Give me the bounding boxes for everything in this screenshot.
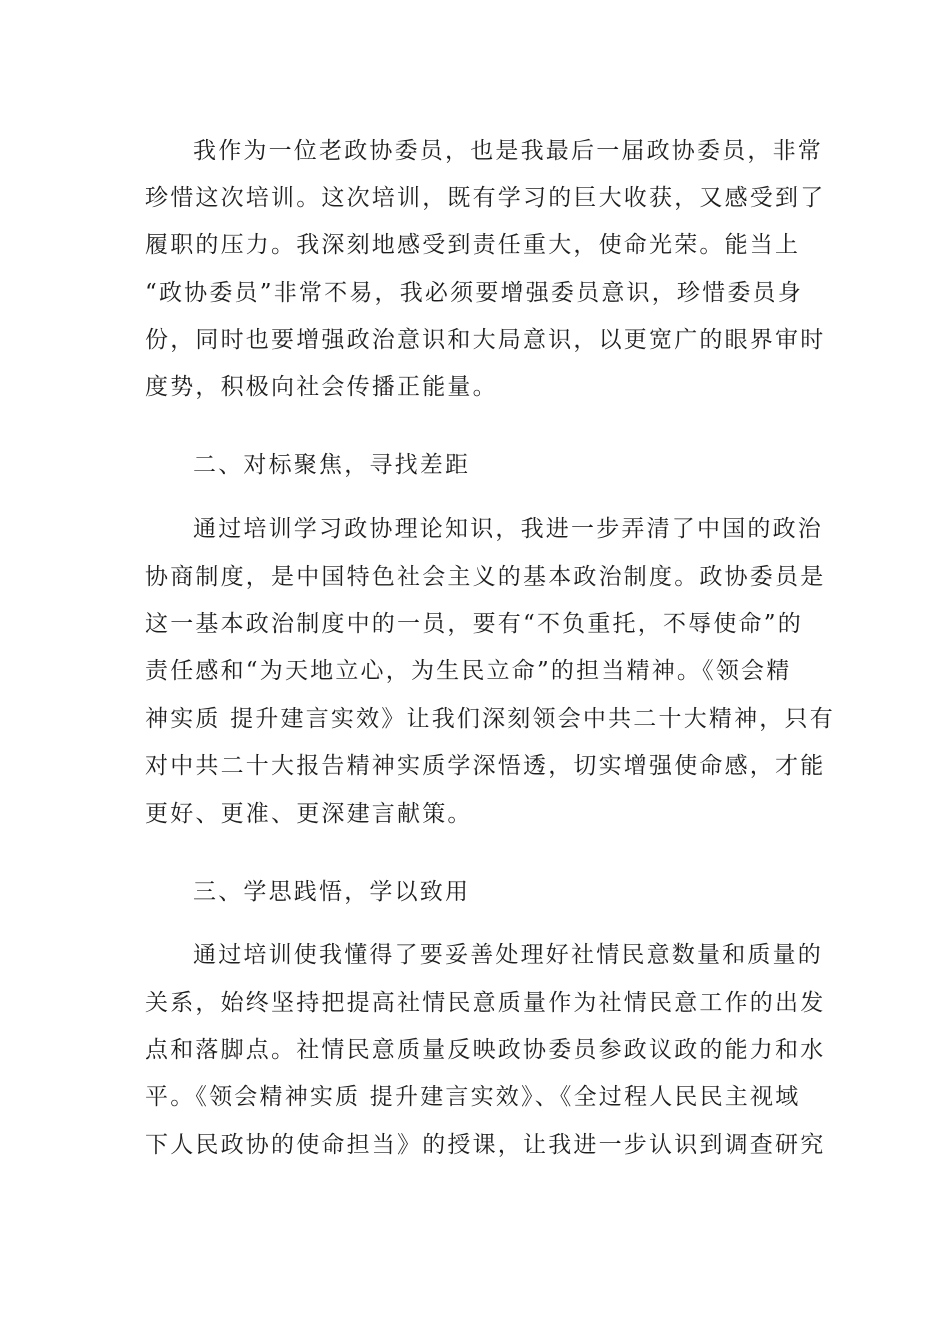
text-line: 通过培训使我懂得了要妥善处理好社情民意数量和质量的: [193, 942, 823, 968]
text-line: 点和落脚点。社情民意质量反映政协委员参政议政的能力和水: [145, 1037, 826, 1063]
text-line: 关系，始终坚持把提高社情民意质量作为社情民意工作的出发: [145, 990, 826, 1016]
text-line: 平。《领会精神实质 提升建言实效》、《全过程人民民主视域: [145, 1084, 801, 1110]
text-line: 协商制度，是中国特色社会主义的基本政治制度。政协委员是: [145, 564, 826, 590]
text-line: 份，同时也要增强政治意识和大局意识，以更宽广的眼界审时: [145, 327, 826, 353]
text-line: 这一基本政治制度中的一员，要有“不负重托，不辱使命”的: [145, 611, 803, 637]
text-line: 履职的压力。我深刻地感受到责任重大，使命光荣。能当上: [145, 232, 801, 258]
text-line: 责任感和“为天地立心，为生民立命”的担当精神。《领会精: [145, 658, 792, 684]
text-line: 下人民政协的使命担当》的授课，让我进一步认识到调查研究: [145, 1132, 826, 1158]
text-line: “政协委员”非常不易，我必须要增强委员意识，珍惜委员身: [145, 280, 803, 306]
text-line: 我作为一位老政协委员，也是我最后一届政协委员，非常: [193, 138, 823, 164]
text-line: 神实质 提升建言实效》让我们深刻领会中共二十大精神，只有: [145, 706, 835, 732]
text-line: 通过培训学习政协理论知识，我进一步弄清了中国的政治: [193, 516, 823, 542]
section-heading-3: 三、学思践悟，学以致用: [193, 879, 471, 905]
text-line: 对中共二十大报告精神实质学深悟透，切实增强使命感，才能: [145, 753, 826, 779]
section-heading-2: 二、对标聚焦，寻找差距: [193, 452, 471, 478]
text-line: 珍惜这次培训。这次培训，既有学习的巨大收获，又感受到了: [145, 185, 826, 211]
text-line: 更好、更准、更深建言献策。: [145, 801, 473, 827]
text-line: 度势，积极向社会传播正能量。: [145, 374, 498, 400]
